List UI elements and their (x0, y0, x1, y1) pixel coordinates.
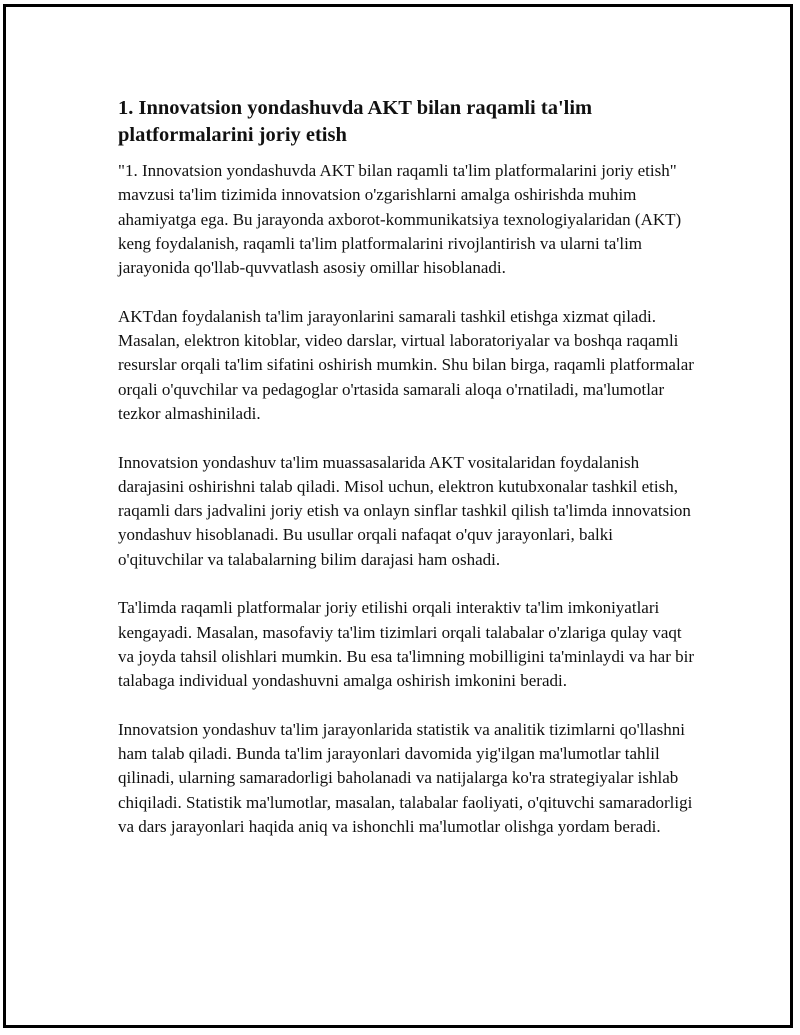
paragraph-1: "1. Innovatsion yondashuvda AKT bilan raqamli ta'lim platformalarini joriy etish" mavzusi ta'lim tizimida innovatsion o'zgarishlarni amalga oshirishda muhim ahamiyatga ega. Bu jarayonda axborot-kommunikatsiya texnologiyalaridan (AKT) keng foydalanish, raqamli ta'lim platformalarini rivojlantirish va ularni ta'lim jarayonida qo'llab-quvvatlash asosiy omillar hisoblanadi. (118, 161, 682, 278)
paragraph-3: Innovatsion yondashuv ta'lim muassasalarida AKT vositalaridan foydalanish darajasini oshirishni talab qiladi. Misol uchun, elektron kutubxonalar tashkil etish, raqamli dars jadvalini joriy etish va onlayn sinflar tashkil qilish ta'limda innovatsion yondashuv hisoblanadi. Bu usullar orqali nafaqat o'quv jarayonlari, balki o'qituvchilar va talabalarning bilim darajasi ham oshadi. (118, 452, 691, 569)
paragraph-4: Ta'limda raqamli platformalar joriy etilishi orqali interaktiv ta'lim imkoniyatlari kengayadi. Masalan, masofaviy ta'lim tizimlari orqali talabalar o'zlariga qulay vaqt va joyda tahsil olishlari mumkin. Bu esa ta'limning mobilligini ta'minlaydi va har bir talabaga individual yondashuvni amalga oshirish imkonini beradi. (118, 598, 695, 691)
paragraph-5: Innovatsion yondashuv ta'lim jarayonlarida statistik va analitik tizimlarni qo'llashni ham talab qiladi. Bunda ta'lim jarayonlari davomida yig'ilgan ma'lumotlar tahlil qilinadi, ularning samaradorligi baholanadi va natijalarga ko'ra strategiyalar ishlab chiqiladi. Statistik ma'lumotlar, masalan, talabalar faoliyati, o'qituvchi samaradorligi va dars jarayonlari haqida aniq va ishonchli ma'lumotlar olishga yordam beradi. (118, 719, 693, 837)
paragraph-2: AKTdan foydalanish ta'lim jarayonlarini samarali tashkil etishga xizmat qiladi. Masalan, elektron kitoblar, video darslar, virtual laboratoriyalar va boshqa raqamli resurslar orqali ta'lim sifatini oshirish mumkin. Shu bilan birga, raqamli platformalar orqali o'quvchilar va pedagoglar o'rtasida samarali aloqa o'rnatiladi, ma'lumotlar tezkor almashiniladi. (118, 306, 694, 423)
document-body (118, 95, 698, 864)
section-heading: 1. Innovatsion yondashuvda AKT bilan raqamli ta'lim platformalarini joriy etish (118, 97, 593, 146)
